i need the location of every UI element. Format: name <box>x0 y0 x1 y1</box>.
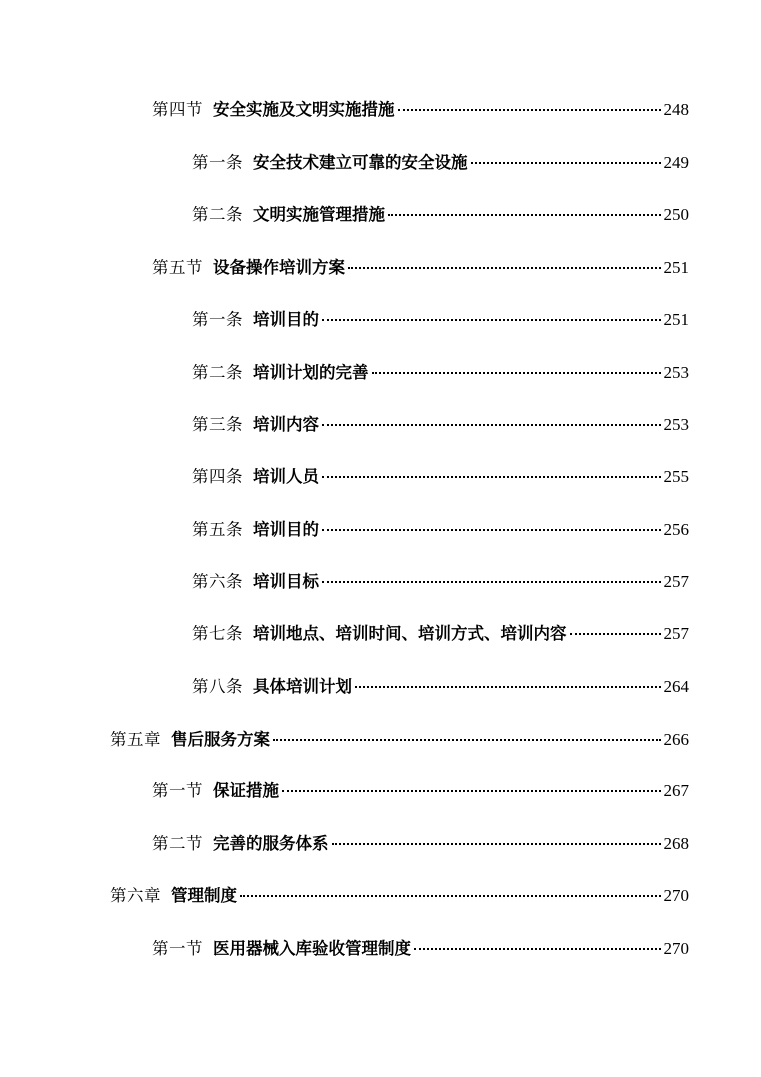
toc-title: 保证措施 <box>213 781 279 800</box>
toc-title: 培训目标 <box>253 572 319 591</box>
toc-entry[interactable] <box>192 464 689 490</box>
toc-title: 培训地点、培训时间、培训方式、培训内容 <box>253 624 567 643</box>
toc-page-number: 270 <box>663 886 689 905</box>
toc-entry[interactable] <box>192 517 689 543</box>
dot-leader <box>322 476 661 478</box>
toc-page-number: 257 <box>663 572 689 591</box>
dot-leader <box>273 739 661 741</box>
toc-entry[interactable] <box>192 150 689 176</box>
toc-title: 培训目的 <box>253 520 319 539</box>
toc-number: 第五条 <box>192 520 243 539</box>
toc-number: 第二条 <box>192 205 243 224</box>
dot-leader <box>240 895 661 897</box>
dot-leader <box>348 267 661 269</box>
toc-title: 安全技术建立可靠的安全设施 <box>253 153 468 172</box>
dot-leader <box>322 319 661 321</box>
toc-page-number: 250 <box>663 205 689 224</box>
toc-entry[interactable] <box>152 936 689 962</box>
toc-page-number: 268 <box>663 834 689 853</box>
toc-title: 设备操作培训方案 <box>213 258 345 277</box>
dot-leader <box>322 424 661 426</box>
toc-entry[interactable] <box>192 621 689 647</box>
toc-page-number: 267 <box>663 781 689 800</box>
toc-entry[interactable] <box>110 727 689 753</box>
toc-page-number: 255 <box>663 467 689 486</box>
dot-leader <box>372 372 661 374</box>
toc-page-number: 249 <box>663 153 689 172</box>
toc-page-number: 256 <box>663 520 689 539</box>
toc-page-number: 251 <box>663 310 689 329</box>
toc-title: 医用器械入库验收管理制度 <box>213 939 411 958</box>
toc-number: 第二条 <box>192 363 243 382</box>
toc-number: 第四条 <box>192 467 243 486</box>
toc-number: 第八条 <box>192 677 243 696</box>
toc-page-number: 253 <box>663 363 689 382</box>
toc-entry[interactable] <box>192 412 689 438</box>
dot-leader <box>414 948 661 950</box>
toc-number: 第一条 <box>192 153 243 172</box>
toc-entry[interactable] <box>152 778 689 804</box>
dot-leader <box>388 214 661 216</box>
toc-entry[interactable] <box>192 307 689 333</box>
toc-title: 培训计划的完善 <box>253 363 369 382</box>
toc-page-number: 264 <box>663 677 689 696</box>
dot-leader <box>570 633 661 635</box>
toc-entry[interactable] <box>192 569 689 595</box>
toc-page-number: 253 <box>663 415 689 434</box>
toc-entry[interactable] <box>192 360 689 386</box>
toc-page-number: 251 <box>663 258 689 277</box>
toc-title: 培训内容 <box>253 415 319 434</box>
toc-number: 第三条 <box>192 415 243 434</box>
toc-number: 第六章 <box>110 886 161 905</box>
toc-title: 培训目的 <box>253 310 319 329</box>
dot-leader <box>355 686 661 688</box>
toc-number: 第七条 <box>192 624 243 643</box>
toc-entry[interactable] <box>152 255 689 281</box>
toc-page-number: 270 <box>663 939 689 958</box>
toc-entry[interactable] <box>192 202 689 228</box>
dot-leader <box>332 843 661 845</box>
toc-page-number: 266 <box>663 730 689 749</box>
toc-number: 第四节 <box>152 100 203 119</box>
dot-leader <box>322 529 661 531</box>
toc-entry[interactable] <box>192 674 689 700</box>
toc-title: 具体培训计划 <box>253 677 352 696</box>
toc-title: 售后服务方案 <box>171 730 270 749</box>
toc-entry[interactable] <box>152 831 689 857</box>
toc-number: 第二节 <box>152 834 203 853</box>
dot-leader <box>398 109 661 111</box>
dot-leader <box>282 790 661 792</box>
toc-page-number: 257 <box>663 624 689 643</box>
toc-title: 培训人员 <box>253 467 319 486</box>
toc-number: 第一节 <box>152 781 203 800</box>
toc-entry[interactable] <box>110 883 689 909</box>
toc-number: 第一条 <box>192 310 243 329</box>
toc-entry[interactable] <box>152 97 689 123</box>
dot-leader <box>322 581 661 583</box>
dot-leader <box>471 162 661 164</box>
toc-page-number: 248 <box>663 100 689 119</box>
toc-number: 第六条 <box>192 572 243 591</box>
toc-title: 安全实施及文明实施措施 <box>213 100 395 119</box>
toc-number: 第五节 <box>152 258 203 277</box>
toc-number: 第五章 <box>110 730 161 749</box>
toc-title: 文明实施管理措施 <box>253 205 385 224</box>
toc-number: 第一节 <box>152 939 203 958</box>
toc-title: 管理制度 <box>171 886 237 905</box>
toc-title: 完善的服务体系 <box>213 834 329 853</box>
